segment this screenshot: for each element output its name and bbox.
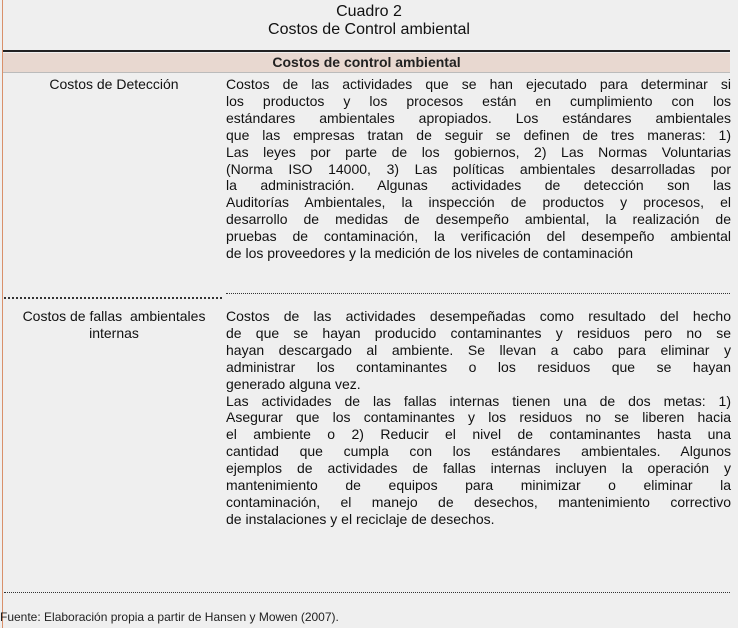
row-label-line: Costos de fallas ambientales	[22, 308, 206, 324]
description-line: Costos de las actividades que se han ejecutado para determinar si	[226, 76, 731, 92]
row-description-internal-failures	[226, 308, 731, 528]
description-line: pruebas de contaminación, la verificación del desempeño ambiental	[226, 228, 731, 245]
row-divider-right	[226, 293, 730, 294]
table-number: Cuadro 2	[336, 3, 402, 20]
row-label-internal-failures	[4, 308, 224, 342]
row-label-line: internas	[89, 325, 139, 341]
description-line: contaminación, el manejo de desechos, mantenimiento correctivo	[226, 493, 731, 510]
table-header: Costos de control ambiental	[3, 53, 730, 73]
description-line: Asegurar que los contaminantes y los residuos no se liberen hacia	[226, 409, 731, 426]
top-rule	[3, 50, 730, 52]
description-line: Auditorías Ambientales, la inspección de productos y procesos, el	[226, 194, 731, 211]
description-line: cantidad que cumpla con los estándares ambientales. Algunos	[226, 443, 731, 460]
bottom-rule	[4, 592, 730, 593]
description-line: hayan descargado al ambiente. Se llevan a cabo para eliminar y	[226, 341, 731, 358]
table-title: Costos de Control ambiental	[268, 21, 470, 38]
description-line: de los proveedores y la medición de los niveles de contaminación	[226, 245, 634, 262]
row-divider-left	[4, 297, 222, 299]
description-line: administrar los contaminantes o los residuos que se hayan	[226, 358, 731, 375]
description-line: generado alguna vez.	[226, 375, 361, 392]
row-label-line: Costos de Detección	[49, 76, 179, 92]
left-border	[2, 0, 3, 628]
description-line: el ambiente o 2) Reducir el nivel de contaminantes hasta una	[226, 426, 731, 443]
description-line: Costos de las actividades desempeñadas como resultado del hecho	[226, 308, 731, 324]
description-line: de instalaciones y el reciclaje de desechos.	[226, 510, 495, 527]
row-description-detection	[226, 76, 731, 262]
description-line: mantenimiento de equipos para minimizar o eliminar la	[226, 477, 731, 494]
description-line: la administración. Algunas actividades de detección son las	[226, 177, 731, 194]
row-label-detection	[4, 76, 224, 93]
description-line: estándares ambientales apropiados. Los estándares ambientales	[226, 109, 731, 126]
description-line: que las empresas tratan de seguir se definen de tres maneras: 1)	[226, 126, 731, 143]
description-line: Las actividades de las fallas internas tienen una de dos metas: 1)	[226, 392, 731, 409]
source-note: Fuente: Elaboración propia a partir de Hansen y Mowen (2007).	[0, 610, 339, 624]
description-line: los productos y los procesos están en cumplimiento con los	[226, 92, 731, 109]
description-line: de que se hayan producido contaminantes y residuos pero no se	[226, 324, 731, 341]
description-line: desarrollo de medidas de desempeño ambiental, la realización de	[226, 211, 731, 228]
description-line: (Norma ISO 14000, 3) Las políticas ambientales desarrolladas por	[226, 160, 731, 177]
description-line: Las leyes por parte de los gobiernos, 2) Las Normas Voluntarias	[226, 143, 731, 160]
description-line: ejemplos de actividades de fallas internas incluyen la operación y	[226, 460, 731, 477]
